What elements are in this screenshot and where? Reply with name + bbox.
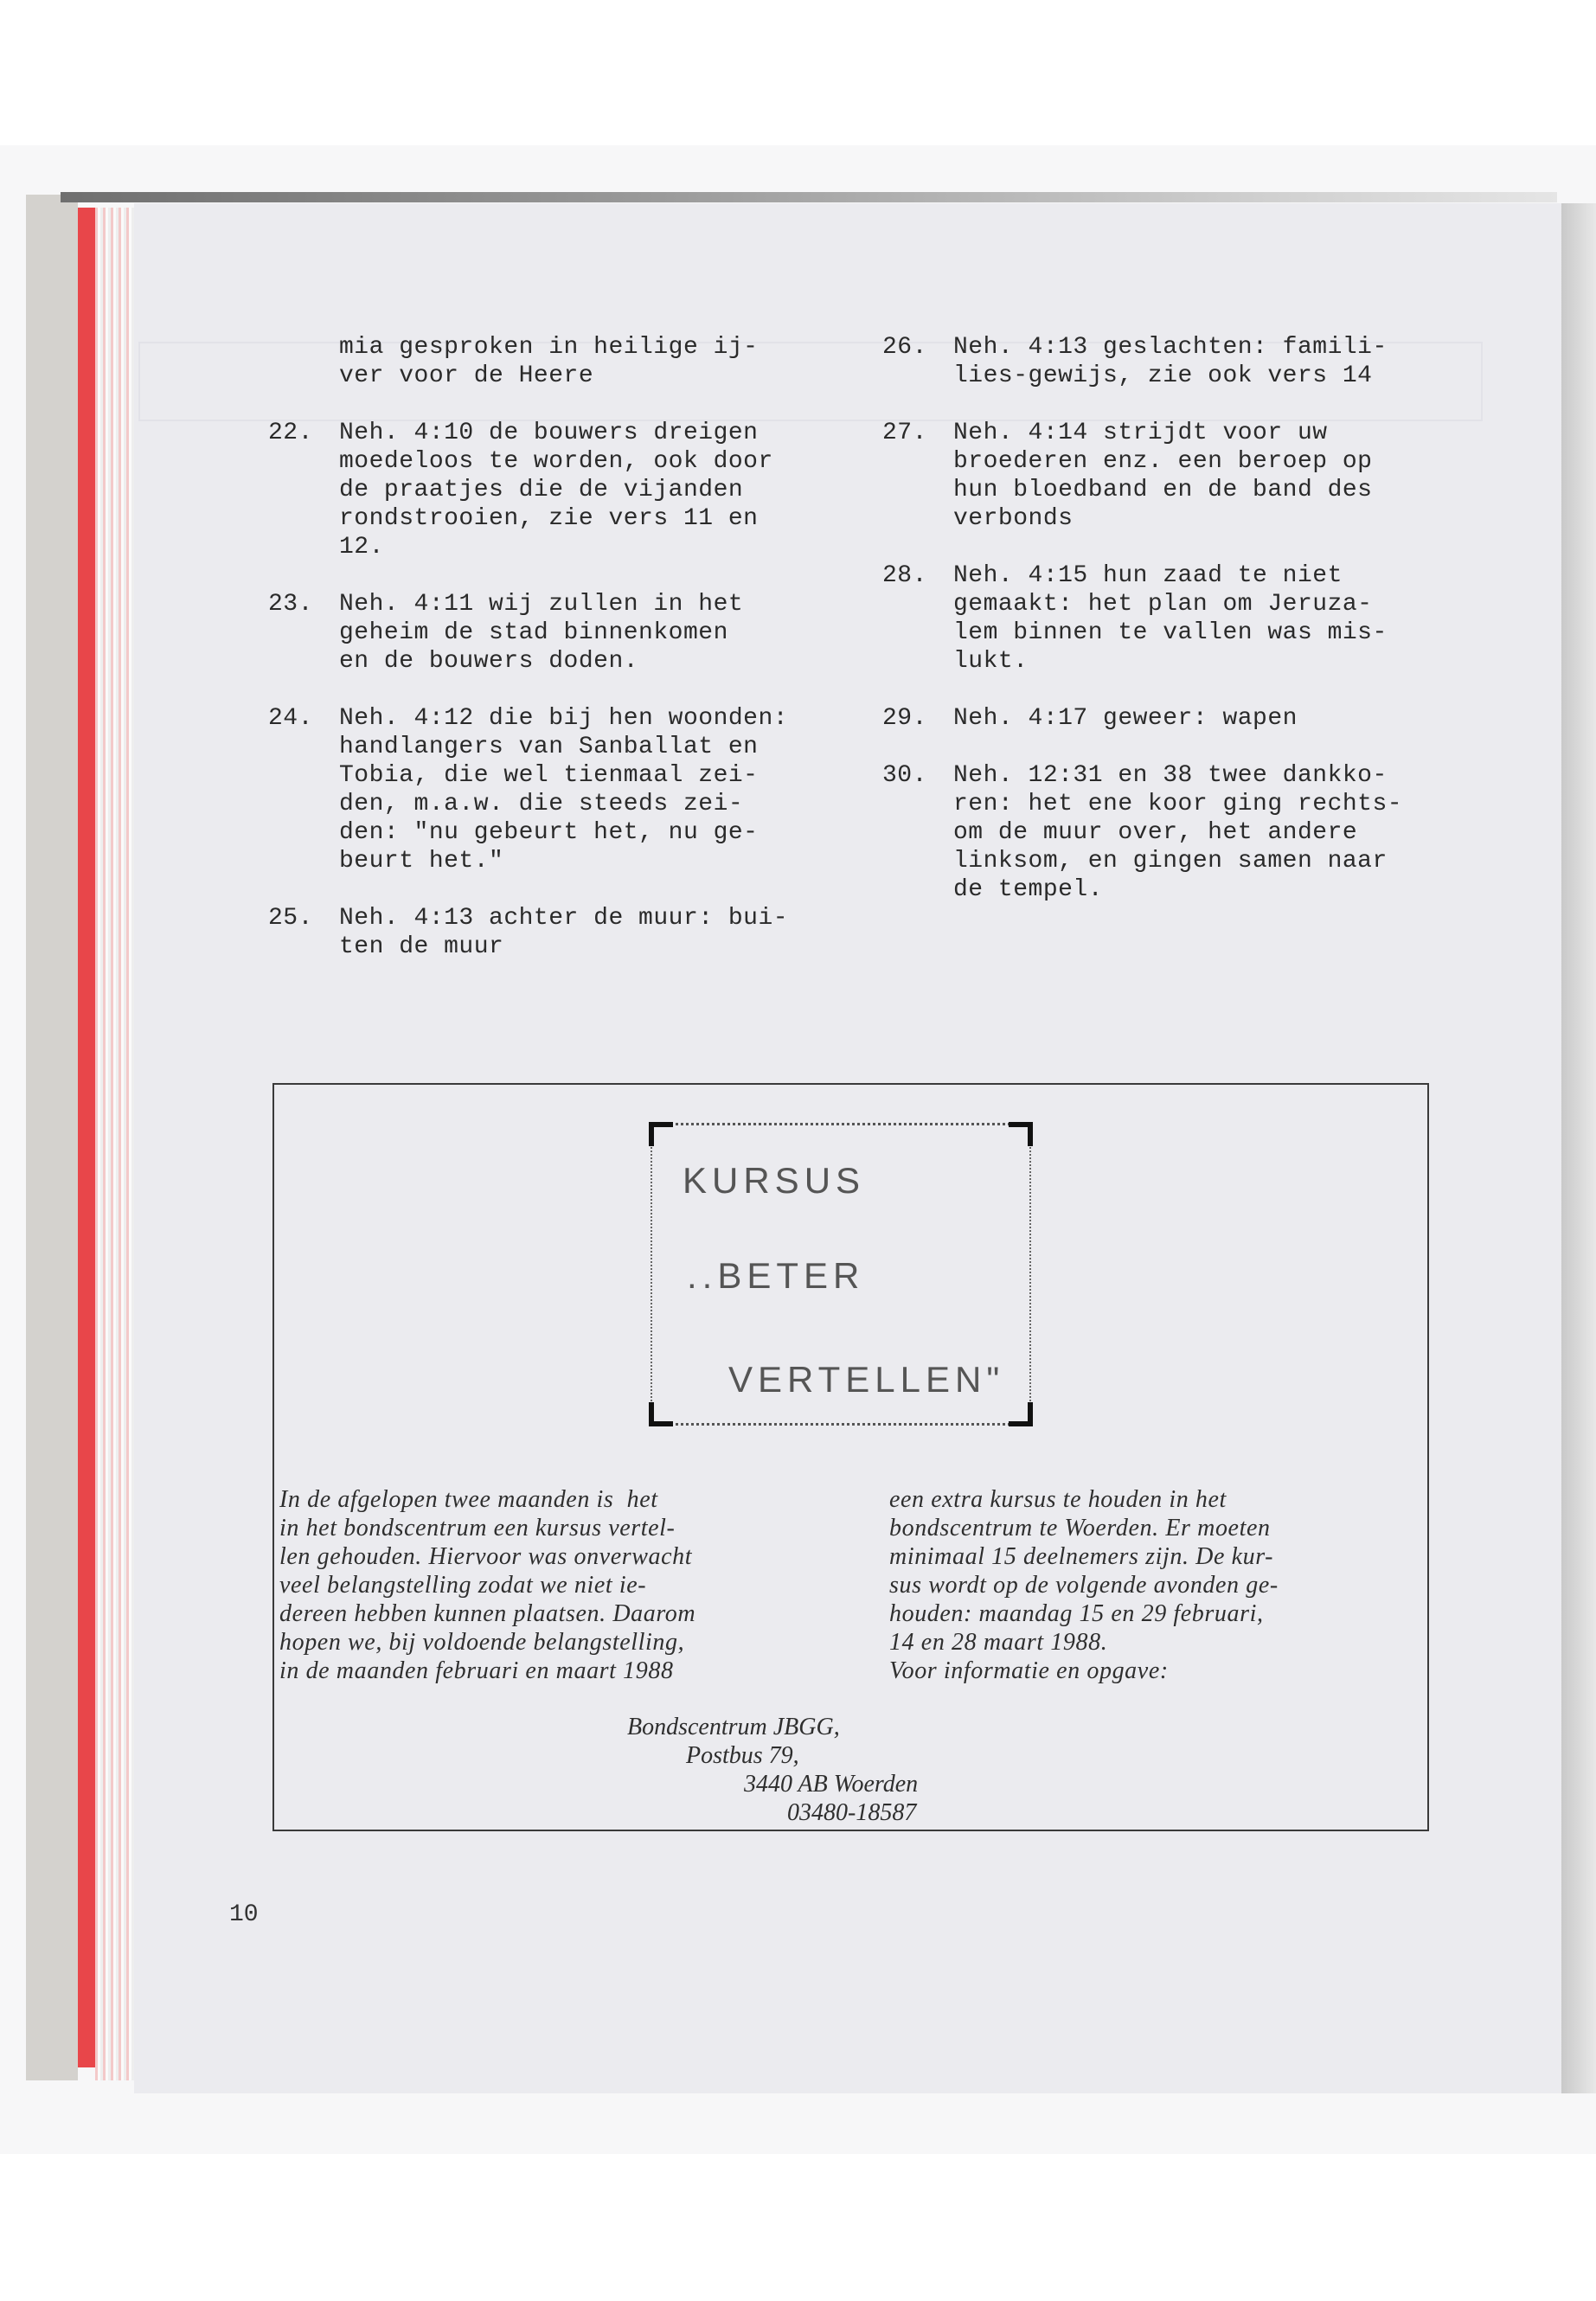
contact-address: [606, 1713, 952, 1827]
address-line: 3440 AB Woerden: [744, 1771, 919, 1798]
notice-line: dereen hebben kunnen plaatsen. Daarom: [279, 1600, 696, 1627]
stamp-line-vertellen: VERTELLEN": [728, 1359, 1005, 1400]
notice-line: minimaal 15 deelnemers zijn. De kur-: [889, 1543, 1274, 1570]
footnote-entry: [268, 419, 874, 561]
footnote-line: lies-gewijs, zie ook vers 14: [953, 362, 1373, 389]
footnote-entry: [268, 333, 874, 390]
footnote-line: Neh. 4:10 de bouwers dreigen: [339, 420, 759, 446]
footnote-line: den: "nu gebeurt het, nu ge-: [339, 819, 759, 846]
stamp-line-kursus: KURSUS: [683, 1160, 866, 1201]
footnote-line: ten de muur: [339, 933, 504, 960]
footnote-line: lem binnen te vallen was mis-: [953, 619, 1388, 646]
footnote-number: 29.: [882, 705, 927, 732]
book-page-edges: [95, 208, 134, 2080]
notice-line: sus wordt op de volgende avonden ge-: [889, 1572, 1279, 1599]
notice-line: veel belangstelling zodat we niet ie-: [279, 1572, 647, 1599]
footnote-line: Tobia, die wel tienmaal zei-: [339, 762, 759, 789]
footnote-line: Neh. 4:13 geslachten: famili-: [953, 334, 1388, 361]
footnote-line: Neh. 4:12 die bij hen woonden:: [339, 705, 789, 732]
footnote-line: Neh. 12:31 en 38 twee dankko-: [953, 762, 1388, 789]
footnote-line: verbonds: [953, 505, 1074, 532]
notice-line: houden: maandag 15 en 29 februari,: [889, 1600, 1264, 1627]
notice-line: 14 en 28 maart 1988.: [889, 1629, 1108, 1656]
stamp-line-beter: ..BETER: [687, 1255, 865, 1296]
stamp-corner-icon: [1009, 1122, 1033, 1146]
notice-right-text: [889, 1485, 1443, 1685]
footnote-entry: [268, 704, 874, 875]
footnote-line: geheim de stad binnenkomen: [339, 619, 728, 646]
notice-line: hopen we, bij voldoende belangstelling,: [279, 1629, 685, 1656]
footnote-line: den, m.a.w. die steeds zei-: [339, 791, 744, 817]
footnote-line: en de bouwers doden.: [339, 648, 639, 675]
notice-line: in de maanden februari en maart 1988: [279, 1657, 674, 1684]
footnote-number: 23.: [268, 591, 313, 618]
footnote-line: 12.: [339, 534, 384, 561]
footnote-number: 25.: [268, 905, 313, 932]
footnote-entry: [882, 333, 1488, 390]
footnote-line: Neh. 4:17 geweer: wapen: [953, 705, 1298, 732]
address-line: Postbus 79,: [686, 1742, 799, 1769]
footnote-number: 28.: [882, 562, 927, 589]
address-line: 03480-18587: [787, 1799, 917, 1826]
footnote-line: Neh. 4:14 strijdt voor uw: [953, 420, 1328, 446]
footnote-number: 24.: [268, 705, 313, 732]
footnote-line: beurt het.": [339, 848, 504, 875]
footnote-number: 30.: [882, 762, 927, 789]
footnote-line: Neh. 4:15 hun zaad te niet: [953, 562, 1343, 589]
notice-line: bondscentrum te Woerden. Er moeten: [889, 1515, 1271, 1541]
footnote-entry: [882, 419, 1488, 533]
footnote-line: om de muur over, het andere: [953, 819, 1358, 846]
notice-line: een extra kursus te houden in het: [889, 1486, 1227, 1513]
book-edge-red: [78, 208, 95, 2067]
footnote-line: de praatjes die de vijanden: [339, 477, 744, 503]
footnote-line: handlangers van Sanballat en: [339, 734, 759, 760]
footnote-line: hun bloedband en de band des: [953, 477, 1373, 503]
notice-line: In de afgelopen twee maanden is het: [279, 1486, 658, 1513]
notice-line: Voor informatie en opgave:: [889, 1657, 1169, 1684]
footnote-line: rondstrooien, zie vers 11 en: [339, 505, 759, 532]
footnote-entry: [882, 761, 1488, 904]
footnote-number: 27.: [882, 420, 927, 446]
footnote-line: Neh. 4:13 achter de muur: bui-: [339, 905, 789, 932]
footnote-line: moedeloos te worden, ook door: [339, 448, 773, 475]
notice-left-text: [279, 1485, 850, 1685]
footnote-line: gemaakt: het plan om Jeruza-: [953, 591, 1373, 618]
page-number: 10: [229, 1901, 259, 1928]
stamp-corner-icon: [1009, 1402, 1033, 1426]
footnote-line: broederen enz. een beroep op: [953, 448, 1373, 475]
footnote-entry: [882, 704, 1488, 733]
address-line: Bondscentrum JBGG,: [627, 1714, 840, 1740]
footnote-line: linksom, en gingen samen naar: [953, 848, 1388, 875]
footnotes-left-column: [268, 333, 874, 990]
course-stamp: [651, 1123, 1031, 1426]
footnote-line: mia gesproken in heilige ij-: [339, 334, 759, 361]
footnote-line: lukt.: [953, 648, 1029, 675]
book-spine: [26, 195, 78, 2080]
stamp-corner-icon: [649, 1122, 673, 1146]
footnote-line: ren: het ene koor ging rechts-: [953, 791, 1403, 817]
footnote-line: Neh. 4:11 wij zullen in het: [339, 591, 744, 618]
footnote-line: ver voor de Heere: [339, 362, 594, 389]
footnote-entry: [268, 590, 874, 676]
book-top-shadow: [61, 192, 1557, 202]
notice-line: len gehouden. Hiervoor was onverwacht: [279, 1543, 693, 1570]
notice-line: in het bondscentrum een kursus vertel-: [279, 1515, 676, 1541]
footnote-number: 26.: [882, 334, 927, 361]
footnote-line: de tempel.: [953, 876, 1104, 903]
stamp-corner-icon: [649, 1402, 673, 1426]
footnotes-right-column: [882, 333, 1488, 933]
footnote-entry: [268, 904, 874, 961]
book-right-edge: [1561, 203, 1596, 2093]
footnote-entry: [882, 561, 1488, 676]
footnote-number: 22.: [268, 420, 313, 446]
